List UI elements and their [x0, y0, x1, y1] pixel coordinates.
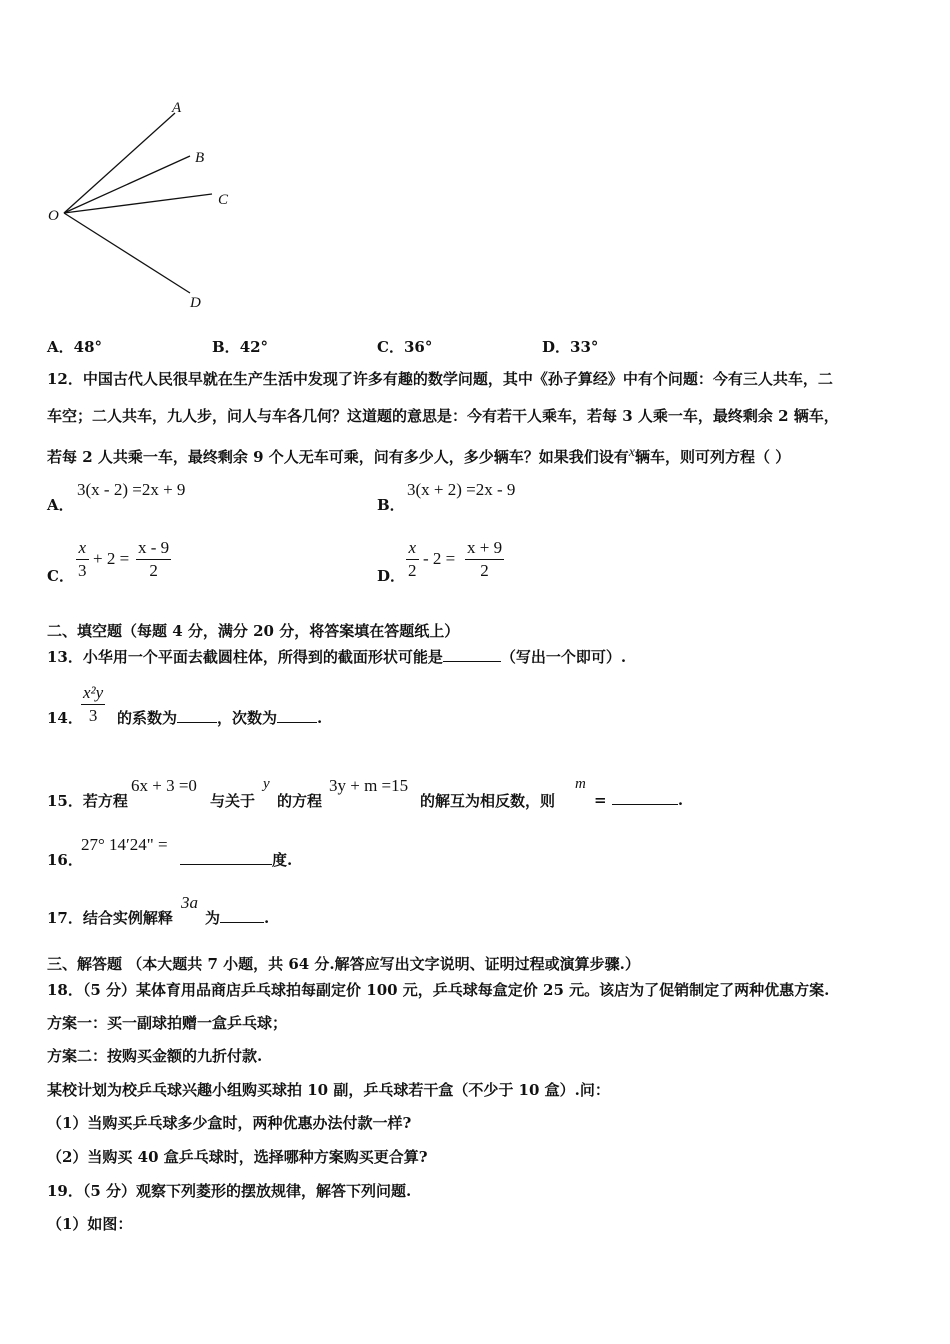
q12-option-d-num2: x + 9 — [467, 538, 503, 557]
q12-option-b-expr: 3(x + 2) =2x - 9 — [407, 480, 516, 499]
q14-blank-coefficient — [177, 708, 217, 723]
q16-answer-blank — [180, 850, 272, 865]
q12-option-d-mid: - 2 = — [423, 549, 456, 568]
q15-var-m: m — [575, 776, 586, 792]
q14-frac-den: 3 — [88, 706, 98, 725]
label-c: C — [218, 192, 229, 208]
q12-option-d-num1: x — [408, 538, 417, 557]
q15-var-y: y — [263, 776, 270, 792]
q11-option-a — [47, 336, 102, 357]
q12-option-d-frac1 — [406, 538, 419, 581]
q16-expr: 27° 14′24" = — [81, 835, 168, 854]
q12-option-c-num2: x - 9 — [138, 538, 170, 557]
q12-option-c-frac1 — [76, 538, 89, 581]
label-d: D — [190, 295, 201, 311]
q18-line-2: 方案一：买一副球拍赠一盒乒乓球； — [47, 1014, 288, 1032]
q19-line-2: （1）如图： — [47, 1215, 133, 1233]
q12-option-c-num1: x — [78, 538, 87, 557]
q12-line-1: 12．中国古代人民很早就在生产生活中发现了许多有趣的数学问题，其中《孙子算经》中有个问题：今有三人共车，二 — [47, 370, 833, 388]
q11-option-b-letter: B． — [212, 338, 240, 356]
q14-frac-num: x²y — [83, 683, 104, 702]
q17-text-c: . — [264, 909, 270, 927]
q15-mid1: 与关于 — [210, 792, 256, 810]
q12-option-c-den2: 2 — [149, 561, 158, 580]
q15-eq2: 3y + m =15 — [329, 776, 409, 795]
q11-option-d — [542, 336, 598, 357]
q17-answer-blank — [220, 908, 264, 923]
q12-option-d-den2: 2 — [480, 561, 489, 580]
q13-answer-blank — [443, 647, 501, 662]
q12-line-3-b: 辆车，则可列方程（ ） — [635, 448, 791, 466]
q12-option-c-frac2 — [136, 538, 171, 581]
section-3-title: 三、解答题 （本大题共 7 小题，共 64 分.解答应写出文字说明、证明过程或演算步骤.） — [47, 955, 640, 973]
q14-text — [117, 707, 322, 728]
q12-option-d-frac2 — [465, 538, 504, 581]
q17-expr: 3a — [181, 893, 198, 912]
q17-answer — [205, 907, 269, 928]
q13-line — [47, 647, 907, 667]
q15-mid2: 的方程 — [277, 792, 323, 810]
label-a: A — [172, 100, 182, 116]
q16-num: 16． — [47, 851, 83, 869]
q11-option-a-text: 48° — [73, 338, 103, 356]
q18-line-3: 方案二：按购买金额的九折付款. — [47, 1047, 263, 1065]
q12-option-c-den1: 3 — [78, 561, 87, 580]
q12-option-a-expr: 3(x - 2) =2x + 9 — [77, 480, 186, 499]
q12-line-2: 车空；二人共车，九人步，问人与车各几何？这道题的意思是：今有若干人乘车，若每 3 人乘一车，最终剩余 2 辆车， — [47, 407, 839, 425]
q11-option-c-letter: C． — [377, 338, 404, 356]
q15-end — [594, 790, 683, 809]
q15-num: 15．若方程 — [47, 792, 128, 810]
q18-line-1: 18．（5 分）某体育用品商店乒乓球拍每副定价 100 元，乒乓球每盒定价 25 元。该店为了促销制定了两种优惠方案. — [47, 981, 830, 999]
q14-num: 14． — [47, 709, 83, 727]
label-o: O — [48, 208, 59, 224]
q15-period: . — [677, 791, 684, 809]
q16-answer — [180, 849, 292, 870]
q11-option-d-text: 33° — [570, 338, 599, 356]
q18-line-6: （2）当购买 40 盒乒乓球时，选择哪种方案购买更合算? — [47, 1148, 428, 1166]
q12-line-3 — [47, 443, 907, 467]
q15-equals: = — [594, 791, 607, 809]
q11-option-c — [377, 336, 432, 357]
label-b: B — [195, 150, 205, 166]
q14-text-c: . — [317, 709, 323, 727]
q14-blank-degree — [277, 708, 317, 723]
q12-option-d-label: D． — [377, 567, 406, 585]
section-2-title: 二、填空题（每题 4 分，满分 20 分，将答案填在答题纸上） — [47, 622, 460, 640]
q12-option-d-den1: 2 — [408, 561, 417, 580]
q15-mid3: 的解互为相反数，则 — [420, 792, 556, 810]
ray-od — [64, 213, 190, 293]
q12-option-c-label: C． — [47, 567, 74, 585]
q13-text-a: 13．小华用一个平面去截圆柱体，所得到的截面形状可能是 — [47, 648, 443, 666]
q15-answer-blank — [612, 790, 678, 805]
q11-option-b — [212, 336, 268, 357]
q18-line-4: 某校计划为校乒乓球兴趣小组购买球拍 10 副，乒乓球若干盒（不少于 10 盒）.问： — [47, 1081, 610, 1099]
q14-text-b: ，次数为 — [217, 709, 278, 727]
q12-option-b-label: B． — [377, 496, 405, 514]
q11-option-a-letter: A． — [47, 338, 74, 356]
q16-text-b: 度. — [272, 851, 293, 869]
q14-text-a: 的系数为 — [117, 709, 178, 727]
q12-var-x: x — [628, 445, 635, 460]
q11-option-d-letter: D． — [542, 338, 571, 356]
q13-text-b: （写出一个即可）. — [500, 648, 627, 666]
q19-line-1: 19．（5 分）观察下列菱形的摆放规律，解答下列问题. — [47, 1182, 412, 1200]
angle-figure — [40, 95, 240, 315]
q12-option-c-mid: + 2 = — [93, 549, 130, 568]
q11-option-c-text: 36° — [403, 338, 433, 356]
q12-line-3-a: 若每 2 人共乘一车，最终剩余 9 个人无车可乘，问有多少人，多少辆车？如果我们设有 — [47, 448, 629, 466]
q17-text-b: 为 — [205, 909, 221, 927]
q17-text-a: 17．结合实例解释 — [47, 909, 173, 927]
q18-line-5: （1）当购买乒乓球多少盒时，两种优惠办法付款一样? — [47, 1114, 412, 1132]
q12-option-a-label: A． — [47, 496, 74, 514]
q14-frac — [81, 683, 105, 726]
q15-eq1: 6x + 3 =0 — [131, 776, 197, 795]
ray-oa — [64, 113, 175, 213]
q11-option-b-text: 42° — [239, 338, 269, 356]
